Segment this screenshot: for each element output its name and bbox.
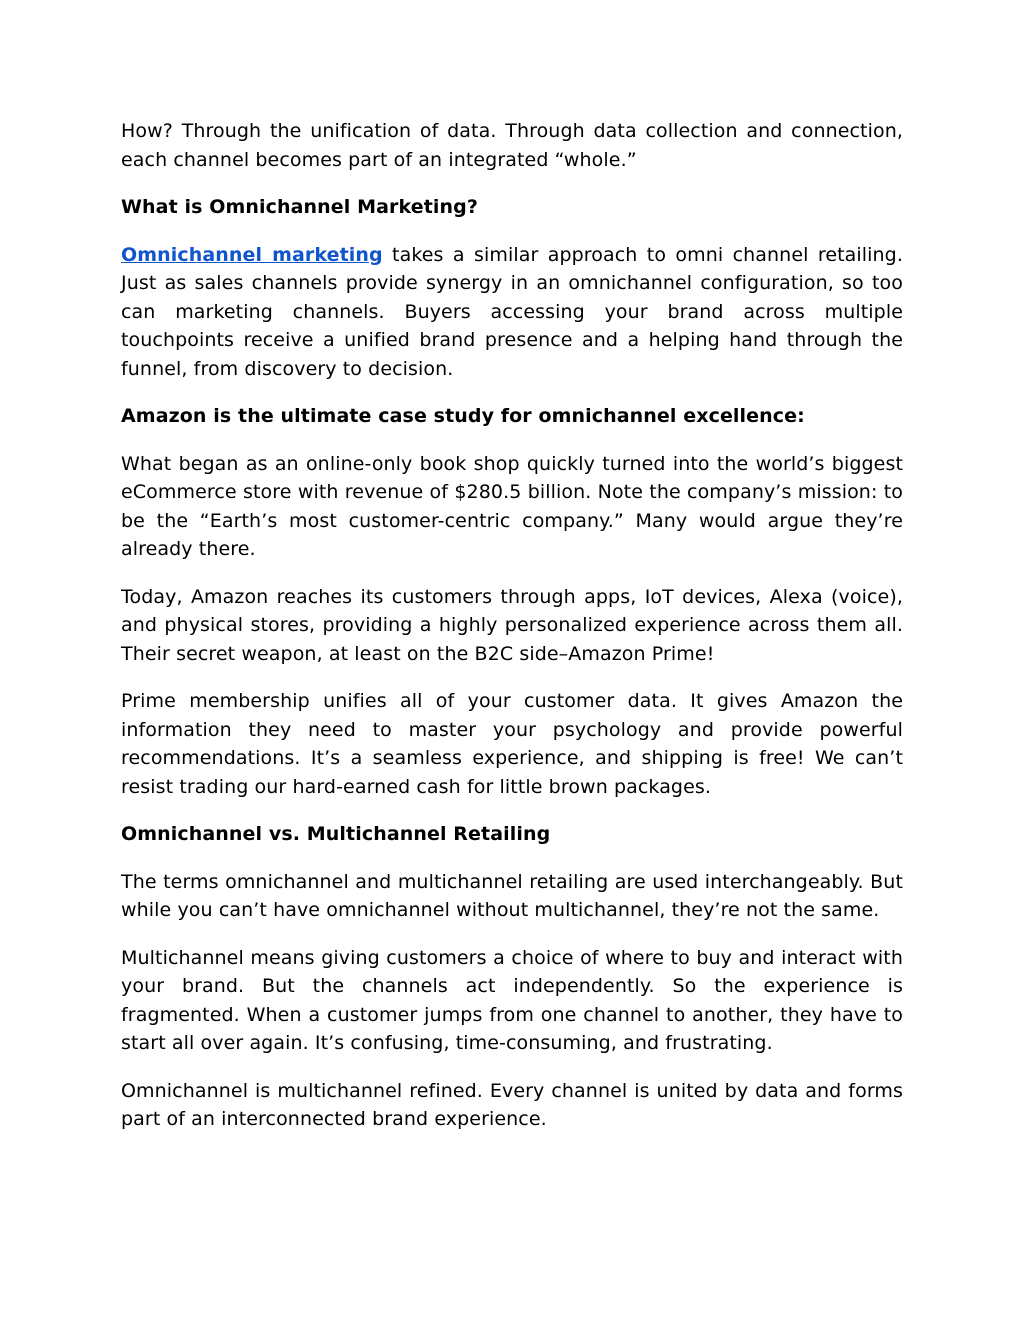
heading-amazon-case-study: Amazon is the ultimate case study for omnichannel excellence: [121, 405, 805, 427]
paragraph-amazon-history: What began as an online-only book shop quickly turned into the world’s biggest eCommerce store with revenue of $280.5 billion. Note the company’s mission: to be the “Earth’s most customer-centric company.” Many would argue they’re already there. [121, 452, 903, 560]
heading-what-is-omnichannel-marketing: What is Omnichannel Marketing? [121, 196, 478, 218]
paragraph-omnichannel-marketing-text: takes a similar approach to omni channel retailing. Just as sales channels provide synergy in an omnichannel configuration, so too can marketing channels. Buyers accessing your brand across multiple touchpoints receive a unified brand presence and a helping hand through the funnel, from discovery to decision. [121, 243, 903, 380]
document-page [121, 117, 903, 1153]
paragraph-amazon-channels: Today, Amazon reaches its customers through apps, IoT devices, Alexa (voice), and physical stores, providing a highly personalized experience across them all. Their secret weapon, at least on the B2C side–Amazon Prime! [121, 585, 903, 665]
omnichannel-marketing-link[interactable]: Omnichannel marketing [121, 243, 383, 266]
paragraph-omnichannel-refined: Omnichannel is multichannel refined. Every channel is united by data and forms part of an interconnected brand experience. [121, 1079, 903, 1130]
heading-omnichannel-vs-multichannel: Omnichannel vs. Multichannel Retailing [121, 823, 551, 845]
paragraph-multichannel-definition: Multichannel means giving customers a choice of where to buy and interact with your brand. But the channels act independently. So the experience is fragmented. When a customer jumps from one channel to another, they have to start all over again. It’s confusing, time-consuming, and frustrating. [121, 946, 903, 1054]
paragraph-terms-interchangeable: The terms omnichannel and multichannel retailing are used interchangeably. But while you can’t have omnichannel without multichannel, they’re not the same. [121, 870, 903, 921]
paragraph-omnichannel-marketing [121, 241, 903, 384]
paragraph-unification: How? Through the unification of data. Through data collection and connection, each channel becomes part of an integrated “whole.” [121, 120, 903, 171]
paragraph-prime-membership: Prime membership unifies all of your customer data. It gives Amazon the information they need to master your psychology and provide powerful recommendations. It’s a seamless experience, and shipping is free! We can’t resist trading our hard-earned cash for little brown packages. [121, 690, 903, 798]
